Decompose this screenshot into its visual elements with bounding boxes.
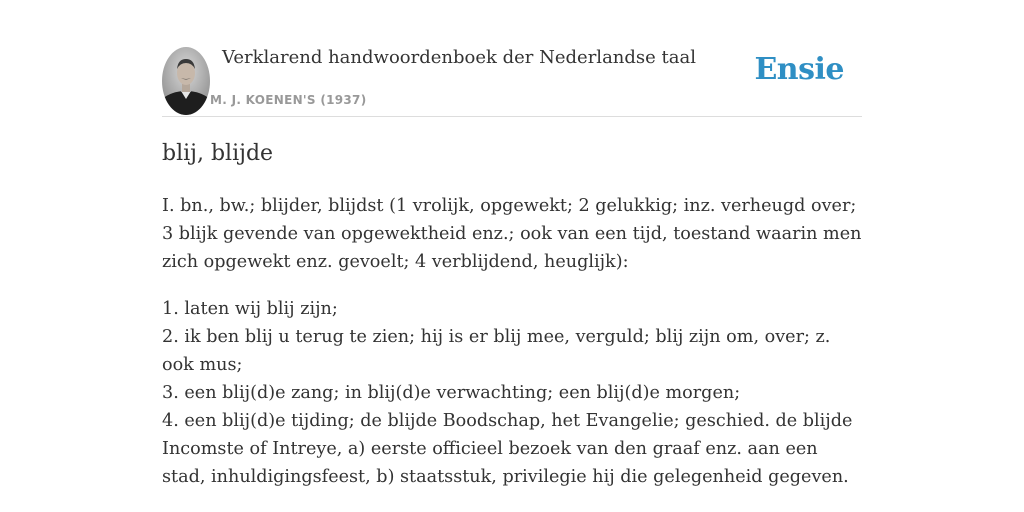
page-content [162,0,862,512]
example-item: 2. ik ben blij u terug te zien; hij is er blij mee, verguld; blij zijn om, over; z. ook mus; [162,327,831,375]
book-title: Verklarend handwoordenboek der Nederlandse taal [222,47,696,68]
entry-body [162,192,862,491]
example-item: 1. laten wij blij zijn; [162,299,338,319]
author-portrait [162,47,210,115]
entry-headword: blij, blijde [162,141,274,166]
example-list [162,295,862,491]
book-subtitle: M. J. KOENEN'S (1937) [210,93,367,107]
entry-definition: I. bn., bw.; blijder, blijdst (1 vrolijk, opgewekt; 2 gelukkig; inz. verheugd over; 3 blijk gevende van opgewektheid enz.; ook van een tijd, toestand waarin men zich opgewekt enz. gevoelt; 4 verblijdend, heuglijk): [162,196,862,272]
example-item: 3. een blij(d)e zang; in blij(d)e verwachting; een blij(d)e morgen; [162,383,741,403]
example-item: 4. een blij(d)e tijding; de blijde Boodschap, het Evangelie; geschied. de blijde Incomste of Intreye, a) eerste officieel bezoek van den graaf enz. aan een stad, inhuldigingsfeest, b) staatsstuk, privilegie hij die gelegenheid gegeven. [162,411,853,487]
dictionary-header [162,0,862,117]
ensie-logo-link[interactable]: Ensie [754,52,844,87]
